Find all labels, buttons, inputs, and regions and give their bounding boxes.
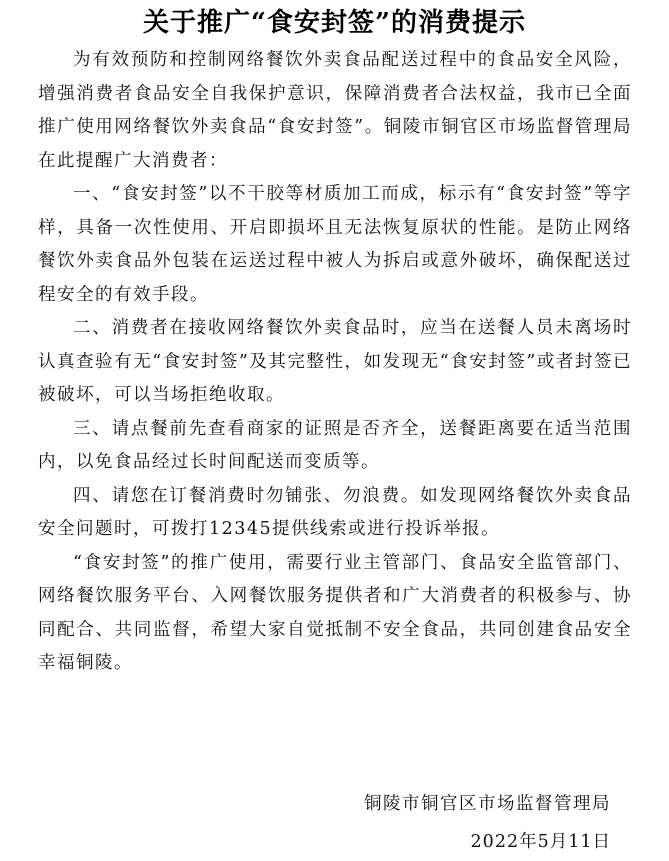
signature-organization: 铜陵市铜官区市场监督管理局	[364, 794, 611, 814]
item-two-paragraph: 二、消费者在接收网络餐饮外卖食品时，应当在送餐人员未离场时认真查验有无“食安封签”及其完整性，如发现无“食安封签”或者封签已被破坏，可以当场拒绝收取。	[38, 318, 632, 405]
item-one-paragraph: 一、“食安封签”以不干胶等材质加工而成，标示有“食安封签”等字样，具备一次性使用、开启即损坏且无法恢复原状的性能。是防止网络餐饮外卖食品外包装在运送过程中被人为拆启或意外破坏，确保配送过程安全的有效手段。	[38, 184, 632, 305]
item-three-paragraph: 三、请点餐前先查看商家的证照是否齐全，送餐距离要在适当范围内，以免食品经过长时间配送而变质等。	[38, 418, 632, 472]
document-title: 关于推广“食安封签”的消费提示	[143, 8, 526, 38]
document-body	[38, 44, 632, 681]
signature-date: 2022年5月11日	[470, 832, 611, 852]
item-four-paragraph: 四、请您在订餐消费时勿铺张、勿浪费。如发现网络餐饮外卖食品安全问题时，可拨打12345提供线索或进行投诉举报。	[38, 485, 632, 539]
closing-paragraph: “食安封签”的推广使用，需要行业主管部门、食品安全监管部门、网络餐饮服务平台、入网餐饮服务提供者和广大消费者的积极参与、协同配合、共同监督，希望大家自觉抵制不安全食品，共同创建食品安全幸福铜陵。	[38, 552, 632, 673]
intro-paragraph: 为有效预防和控制网络餐饮外卖食品配送过程中的食品安全风险，增强消费者食品安全自我保护意识，保障消费者合法权益，我市已全面推广使用网络餐饮外卖食品“食安封签”。铜陵市铜官区市场监督管理局在此提醒广大消费者：	[38, 50, 632, 171]
